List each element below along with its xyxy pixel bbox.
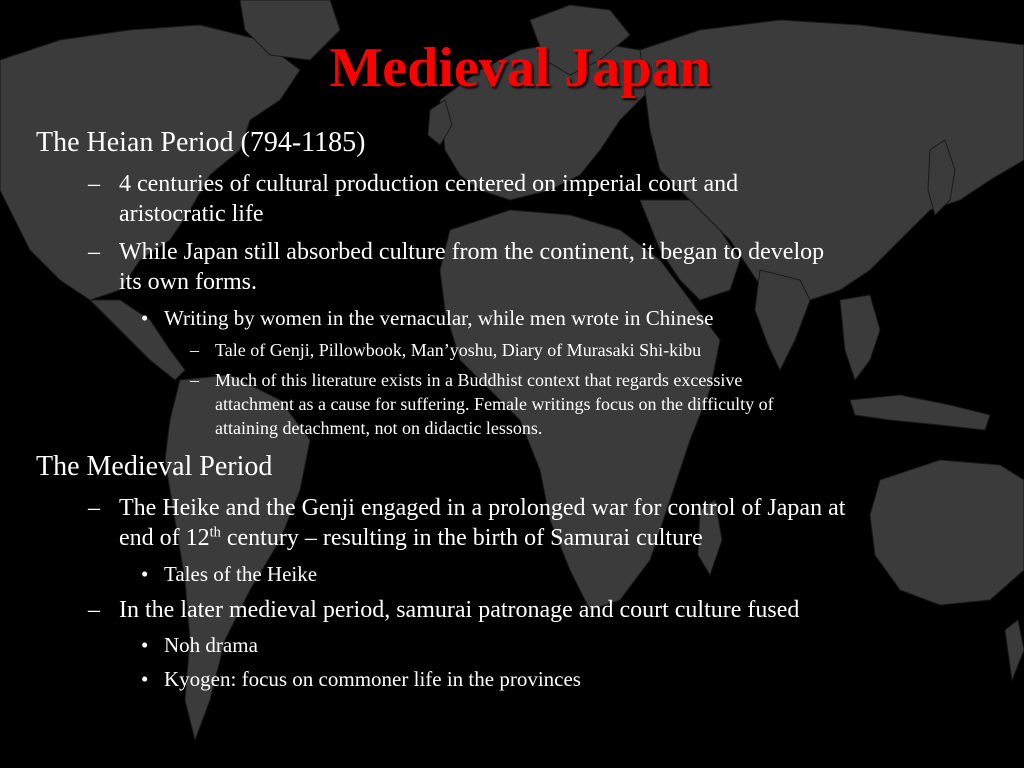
dash-marker: – — [88, 171, 100, 197]
sub-sub-bullet-text: Much of this literature exists in a Buddhist context that regards excessive — [215, 370, 743, 390]
dash-marker: – — [190, 340, 199, 360]
section-heading-medieval: The Medieval Period — [36, 451, 273, 482]
slide-title: Medieval Japan — [329, 37, 711, 99]
bullet-text: its own forms. — [119, 269, 257, 295]
bullet-text: 4 centuries of cultural production centered on imperial court and — [119, 171, 739, 197]
bullet-text-part: century – resulting in the birth of Samurai culture — [220, 525, 703, 551]
bullet-marker: • — [141, 633, 149, 657]
bullet-text — [119, 523, 703, 553]
bullet-marker: • — [141, 667, 149, 691]
sub-bullet-text: Tales of the Heike — [164, 562, 318, 586]
dash-marker: – — [88, 597, 100, 623]
sub-bullet-text: Writing by women in the vernacular, while men wrote in Chinese — [164, 306, 714, 330]
sub-bullet-text: Noh drama — [164, 633, 258, 657]
bullet-text: aristocratic life — [119, 201, 264, 227]
sub-bullet-text: Kyogen: focus on commoner life in the provinces — [164, 667, 581, 691]
bullet-marker: • — [141, 306, 149, 330]
section-heading-heian: The Heian Period (794-1185) — [36, 127, 366, 158]
bullet-text: In the later medieval period, samurai patronage and court culture fused — [119, 597, 800, 623]
sub-sub-bullet-text: attachment as a cause for suffering. Female writings focus on the difficulty of — [215, 394, 774, 414]
bullet-text: While Japan still absorbed culture from the continent, it began to develop — [119, 239, 825, 265]
bullet-marker: • — [141, 562, 149, 586]
sub-sub-bullet-text: attaining detachment, not on didactic lessons. — [215, 418, 543, 438]
dash-marker: – — [88, 495, 100, 521]
superscript: th — [209, 524, 221, 541]
bullet-text: The Heike and the Genji engaged in a prolonged war for control of Japan at — [119, 495, 846, 521]
sub-sub-bullet-text: Tale of Genji, Pillowbook, Man’yoshu, Diary of Murasaki Shi-kibu — [215, 340, 702, 360]
bullet-text-part: end of 12 — [119, 525, 210, 551]
dash-marker: – — [190, 370, 199, 390]
dash-marker: – — [88, 239, 100, 265]
